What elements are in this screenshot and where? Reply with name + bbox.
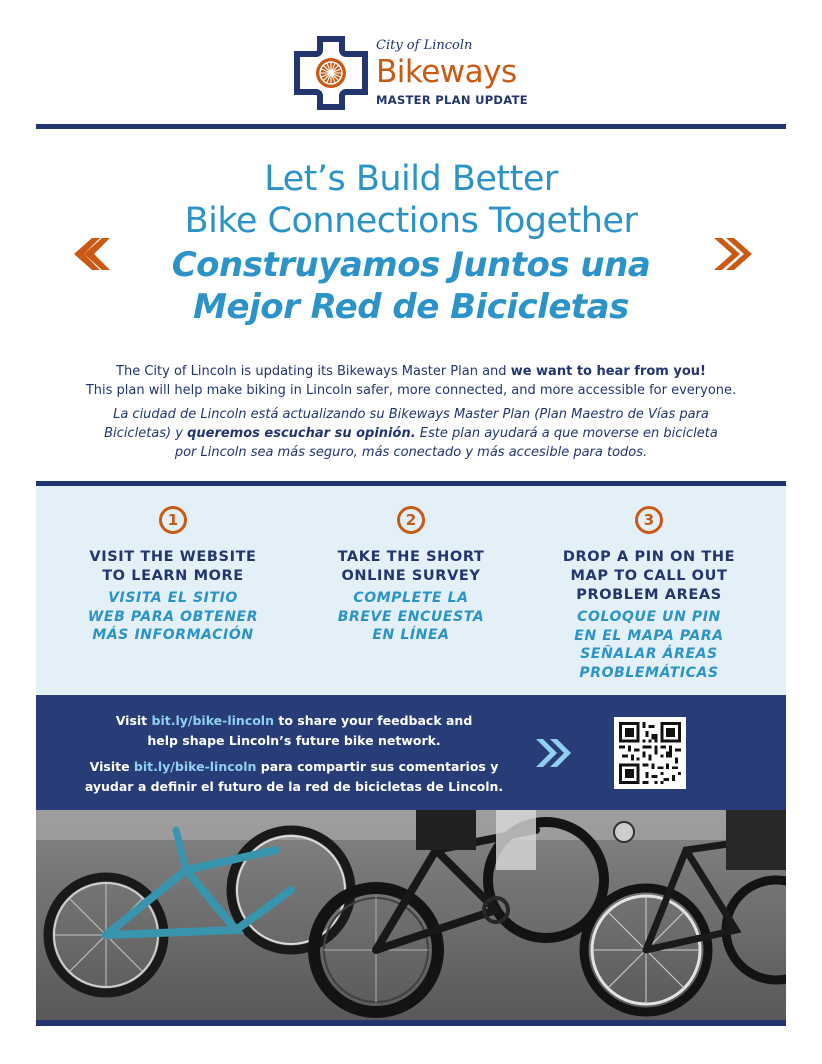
top-divider <box>36 124 786 129</box>
bicycles-illustration <box>36 810 786 1020</box>
qr-code-icon[interactable] <box>614 717 686 789</box>
survey-link-en[interactable]: bit.ly/bike-lincoln <box>151 713 274 728</box>
logo-subtitle: MASTER PLAN UPDATE <box>376 93 528 107</box>
steps-panel <box>36 481 786 695</box>
cta-en-line2: help shape Lincoln’s future bike network. <box>147 733 441 748</box>
cta-es-line2: ayudar a definir el futuro de la red de bicicletas de Lincoln. <box>84 779 504 794</box>
step-number-badge: 1 <box>159 506 187 534</box>
headline-es-line1: Construyamos Juntos una <box>171 245 651 285</box>
cta-text: Visit bit.ly/bike-lincoln to share your feedback and help shape Lincoln’s future bike network. Visite bit.ly/bike-lincoln para compartir sus comentarios y ayudar a definir el futuro de la red de bicicletas de Lincoln. <box>74 711 514 797</box>
logo-text <box>376 38 576 108</box>
bicycles-photo <box>36 810 786 1020</box>
step-title-en: VISIT THE WEBSITE TO LEARN MORE <box>89 549 257 584</box>
step-number-badge: 2 <box>397 506 425 534</box>
intro-es-text-2: Este plan ayudará a que moverse en bicicleta por Lincoln sea más seguro, más conectado y más accesible para todos. <box>174 426 718 460</box>
bottom-divider <box>36 1020 786 1026</box>
headline-en-line1: Let’s Build Better <box>264 159 558 199</box>
double-chevron-right-icon <box>534 735 574 771</box>
intro-es-text: La ciudad de Lincoln está actualizando su Bikeways Master Plan (Plan Maestro de Vías para Bicicletas) y <box>104 407 709 441</box>
intro-es-emphasis: queremos escuchar su opinión. <box>187 426 416 441</box>
intro-en-emphasis: we want to hear from you! <box>510 364 706 379</box>
headline-es-line2: Mejor Red de Bicicletas <box>193 287 629 327</box>
intro-spanish <box>40 405 782 462</box>
bike-wheel-logo-icon <box>294 36 368 110</box>
logo-city: City of Lincoln <box>376 38 473 53</box>
intro-en-text-2: This plan will help make biking in Lincoln safer, more connected, and more accessible for everyone. <box>85 383 737 398</box>
intro-english <box>40 362 782 400</box>
step-title-es: COLOQUE UN PIN EN EL MAPA PARA SEÑALAR ÁREAS PROBLEMÁTICAS <box>574 609 724 681</box>
survey-link-es[interactable]: bit.ly/bike-lincoln <box>133 759 257 774</box>
cta-band <box>36 695 786 810</box>
intro-en-text: The City of Lincoln is updating its Bikeways Master Plan and <box>116 364 511 379</box>
step-1 <box>58 506 288 645</box>
step-title-en: DROP A PIN ON THE MAP TO CALL OUT PROBLEM AREAS <box>562 549 736 603</box>
step-title-es: COMPLETE LA BREVE ENCUESTA EN LÍNEA <box>337 590 485 643</box>
headline <box>0 158 822 328</box>
step-2 <box>296 506 526 645</box>
step-title-es: VISITA EL SITIO WEB PARA OBTENER MÁS INFORMACIÓN <box>87 590 259 643</box>
headline-en-line2: Bike Connections Together <box>184 201 638 241</box>
step-title-en: TAKE THE SHORT ONLINE SURVEY <box>337 549 485 584</box>
qr-code-graphic <box>619 722 681 784</box>
logo-name: Bikeways <box>376 54 517 90</box>
step-number-badge: 3 <box>635 506 663 534</box>
step-3 <box>534 506 764 682</box>
logo <box>0 36 822 112</box>
